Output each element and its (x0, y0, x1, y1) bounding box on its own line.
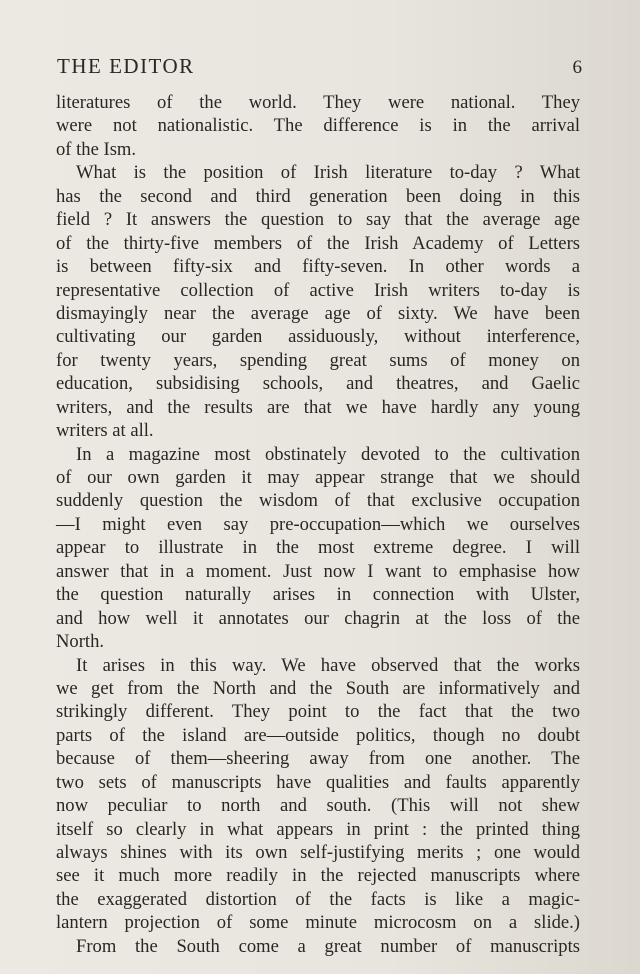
text-line: see it much more readily in the rejected manuscripts where (56, 865, 580, 887)
text-line: because of them—sheering away from one another. The (56, 748, 580, 770)
text-line: has the second and third generation been doing in this (56, 185, 580, 207)
text-line: cultivating our garden assiduously, without interference, (56, 326, 580, 348)
text-line: appear to illustrate in the most extreme degree. I will (56, 537, 580, 559)
text-line: suddenly question the wisdom of that exclusive occupation (56, 490, 580, 512)
text-line: we get from the North and the South are informatively and (56, 677, 580, 699)
text-line: From the South come a great number of manuscripts (76, 935, 580, 957)
page-header (57, 54, 582, 79)
text-line: of the Ism. (56, 138, 137, 160)
text-line: always shines with its own self-justifying merits ; one would (56, 842, 580, 863)
text-line: field ? It answers the question to say that the average age (56, 209, 580, 231)
text-line: of the thirty-five members of the Irish Academy of Letters (56, 232, 580, 254)
text-line: parts of the island are—outside politics, though no doubt (56, 724, 580, 746)
text-line: strikingly different. They point to the fact that the two (56, 701, 580, 723)
text-line: What is the position of Irish literature to-day ? What (76, 162, 580, 184)
text-line: two sets of manuscripts have qualities and faults apparently (56, 771, 580, 793)
text-line: the question naturally arises in connection with Ulster, (56, 584, 580, 606)
page-number: 6 (572, 57, 582, 78)
body-text (56, 91, 580, 958)
text-line: the exaggerated distortion of the facts is like a magic- (56, 888, 580, 910)
text-line: literatures of the world. They were national. They (56, 92, 580, 113)
text-line: representative collection of active Irish writers to-day is (56, 279, 580, 301)
text-line: —I might even say pre-occupation—which we ourselves (56, 513, 580, 535)
text-line: and how well it annotates our chagrin at the loss of the (56, 607, 580, 629)
text-line: education, subsidising schools, and theatres, and Gaelic (56, 373, 580, 395)
text-line: It arises in this way. We have observed that the works (76, 654, 580, 676)
text-line: for twenty years, spending great sums of money on (56, 349, 580, 371)
text-line: North. (56, 631, 105, 653)
text-line: is between fifty-six and fifty-seven. In other words a (56, 256, 580, 278)
text-line: of our own garden it may appear strange that we should (56, 467, 580, 488)
text-line: dismayingly near the average age of sixty. We have been (56, 302, 580, 324)
text-line: answer that in a moment. Just now I want to emphasise how (56, 560, 580, 582)
text-line: writers, and the results are that we have hardly any young (56, 396, 580, 418)
text-line: lantern projection of some minute microcosm on a slide.) (56, 912, 580, 934)
text-line: were not nationalistic. The difference is in the arrival (56, 115, 580, 137)
text-line: now peculiar to north and south. (This will not shew (56, 795, 580, 817)
running-head: THE EDITOR (57, 54, 195, 78)
text-line: writers at all. (56, 420, 154, 442)
text-line: itself so clearly in what appears in print : the printed thing (56, 818, 580, 840)
text-line: In a magazine most obstinately devoted to the cultivation (76, 443, 580, 465)
